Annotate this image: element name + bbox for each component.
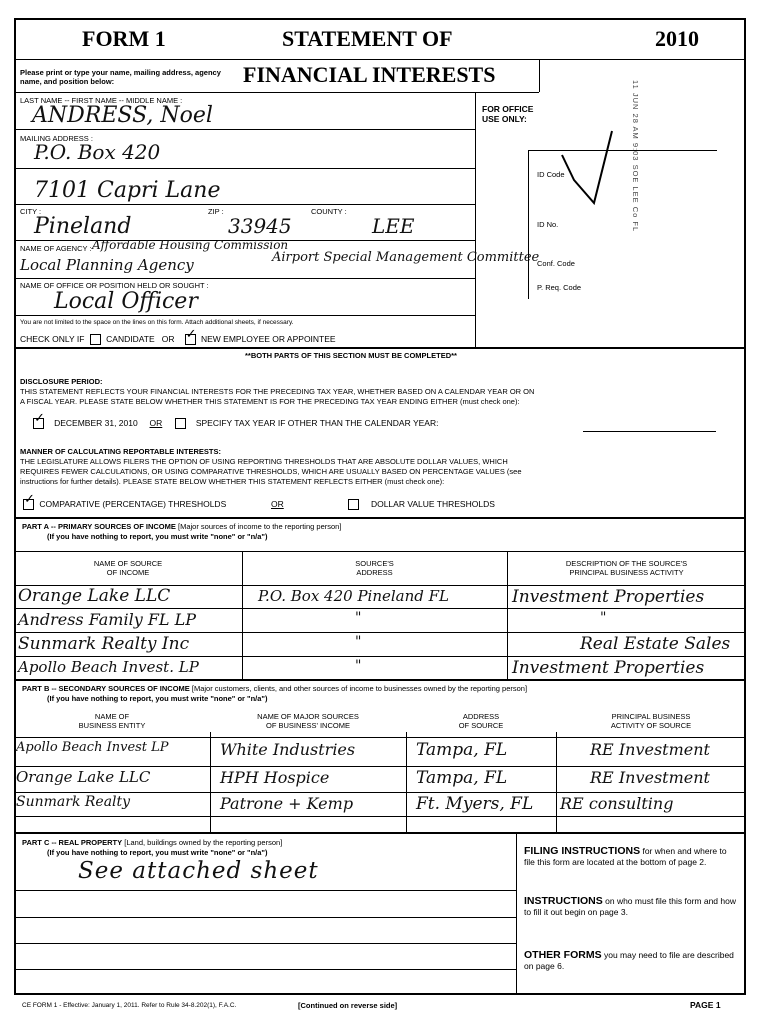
instructions-text: on who must file this form and how to fill it out begin on page 3.: [524, 896, 736, 917]
other-forms-title: OTHER FORMS: [524, 949, 602, 961]
part-a-row-3-description[interactable]: Real Estate Sales: [580, 634, 731, 654]
part-c-note: [Land, buildings owned by the reporting person]: [124, 838, 283, 847]
agency-line-3[interactable]: Airport Special Management Committee: [272, 250, 540, 265]
part-b-row-1-activity[interactable]: RE Investment: [590, 740, 710, 759]
part-c-entry[interactable]: See attached sheet: [78, 858, 319, 884]
zip-value[interactable]: 33945: [228, 214, 292, 238]
footer-continued: [Continued on reverse side]: [298, 1001, 398, 1010]
part-a-note: [Major sources of income to the reporting person]: [178, 522, 342, 531]
office-use-label: FOR OFFICE USE ONLY:: [482, 104, 534, 124]
dollar-checkbox[interactable]: [348, 499, 359, 510]
part-a-title-row: [22, 522, 341, 531]
other-forms-note: [524, 950, 739, 972]
specify-label: SPECIFY TAX YEAR IF OTHER THAN THE CALENDAR YEAR:: [195, 418, 439, 428]
part-a-row-3-address[interactable]: ": [355, 634, 362, 650]
part-a-row-1-description[interactable]: Investment Properties: [512, 587, 705, 607]
statement-title: STATEMENT OF: [282, 26, 453, 51]
part-a-col-address: SOURCE'S ADDRESS: [355, 559, 394, 577]
part-b-title: PART B -- SECONDARY SOURCES OF INCOME: [22, 684, 190, 693]
footer-page: PAGE 1: [690, 1000, 721, 1010]
manner-title: MANNER OF CALCULATING REPORTABLE INTERESTS:: [20, 447, 221, 456]
city-value[interactable]: Pineland: [34, 214, 132, 239]
part-c-title: PART C -- REAL PROPERTY: [22, 838, 123, 847]
manner-or: OR: [271, 499, 284, 509]
part-b-row-1-source[interactable]: White Industries: [220, 740, 356, 759]
part-c-nothing: (If you have nothing to report, you must write "none" or "n/a"): [47, 848, 268, 857]
manner-text-1: THE LEGISLATURE ALLOWS FILERS THE OPTION OF USING REPORTING THRESHOLDS THAT ARE ABSOLUTE DOLLAR VALUES, WHICH: [20, 457, 508, 466]
id-no-label: ID No.: [537, 220, 559, 229]
part-a-row-2-address[interactable]: ": [355, 610, 362, 626]
filing-title: FILING INSTRUCTIONS: [524, 845, 641, 857]
dec31-label: DECEMBER 31, 2010: [54, 418, 138, 428]
part-b-row-3-address[interactable]: Ft. Myers, FL: [416, 794, 534, 814]
part-a-col-description: DESCRIPTION OF THE SOURCE'S PRINCIPAL BUSINESS ACTIVITY: [565, 559, 688, 577]
both-parts-note: **BOTH PARTS OF THIS SECTION MUST BE COMPLETED**: [245, 351, 457, 360]
conf-code-label: Conf. Code: [537, 259, 575, 268]
manner-text-2: REQUIRES FEWER CALCULATIONS, OR USING COMPARATIVE THRESHOLDS, WHICH ARE USUALLY BASED ON PERCENTAGE VALUES (see: [20, 467, 522, 476]
part-b-row-3-activity[interactable]: RE consulting: [560, 794, 674, 813]
part-b-col-activity: PRINCIPAL BUSINESS ACTIVITY OF SOURCE: [610, 712, 692, 730]
check-only-row: [20, 326, 336, 345]
received-stamp: 11 JUN 28 AM 9:03 SOE LEE Co FL: [631, 80, 640, 233]
part-a-nothing: (If you have nothing to report, you must write "none" or "n/a"): [47, 532, 268, 541]
comparative-label: COMPARATIVE (PERCENTAGE) THRESHOLDS: [39, 499, 227, 509]
part-b-col-sources: NAME OF MAJOR SOURCES OF BUSINESS' INCOME: [257, 712, 359, 730]
form-year: 2010: [655, 26, 699, 51]
part-b-row-2-activity[interactable]: RE Investment: [590, 768, 710, 787]
mailing-label: MAILING ADDRESS :: [20, 134, 93, 143]
period-text-1: THIS STATEMENT REFLECTS YOUR FINANCIAL INTERESTS FOR THE PRECEDING TAX YEAR, WHETHER BASED ON A CALENDAR YEAR OR ON: [20, 387, 535, 396]
p-req-code-label: P. Req. Code: [537, 283, 582, 292]
part-b-row-2-address[interactable]: Tampa, FL: [416, 768, 508, 788]
part-a-row-4-name[interactable]: Apollo Beach Invest. LP: [18, 658, 199, 676]
part-a-row-4-description[interactable]: Investment Properties: [512, 658, 705, 678]
zip-label: ZIP :: [208, 207, 224, 216]
part-b-title-row: [22, 684, 527, 693]
form-number: FORM 1: [82, 26, 166, 51]
period-text-2: A FISCAL YEAR. PLEASE STATE BELOW WHETHER THIS STATEMENT IS FOR THE PRECEDING TAX YEAR ENDING EITHER (must check one):: [20, 397, 520, 406]
part-b-note: [Major customers, clients, and other sources of income to businesses owned by the reporting person]: [191, 684, 528, 693]
city-label: CITY :: [20, 207, 42, 216]
office-label: NAME OF OFFICE OR POSITION HELD OR SOUGHT :: [20, 281, 209, 290]
print-instructions: Please print or type your name, mailing address, agency name, and position below:: [20, 68, 221, 86]
footer-effective: CE FORM 1 - Effective: January 1, 2011. Refer to Rule 34-8.202(1), F.A.C.: [22, 1002, 237, 1009]
part-a-row-2-name[interactable]: Andress Family FL LP: [18, 610, 197, 629]
name-label: LAST NAME -- FIRST NAME -- MIDDLE NAME :: [20, 96, 183, 105]
name-value[interactable]: ANDRESS, Noel: [32, 103, 213, 128]
county-value[interactable]: LEE: [372, 214, 415, 238]
office-value[interactable]: Local Officer: [54, 289, 198, 314]
dec31-checkbox[interactable]: ✓: [33, 418, 44, 429]
part-a-row-1-name[interactable]: Orange Lake LLC: [18, 586, 171, 606]
mailing-line-1[interactable]: P.O. Box 420: [34, 140, 161, 164]
part-b-row-1-entity[interactable]: Apollo Beach Invest LP: [16, 740, 169, 755]
candidate-label: CANDIDATE: [106, 334, 155, 344]
part-a-col-name: NAME OF SOURCE OF INCOME: [93, 559, 163, 577]
not-limited-note: You are not limited to the space on the lines on this form. Attach additional sheets, if necessary.: [20, 319, 294, 326]
instructions-title: INSTRUCTIONS: [524, 895, 603, 907]
check-only-label: CHECK ONLY IF: [20, 334, 85, 344]
part-b-row-1-address[interactable]: Tampa, FL: [416, 740, 508, 760]
specify-checkbox[interactable]: [175, 418, 186, 429]
mailing-line-2[interactable]: 7101 Capri Lane: [34, 178, 221, 203]
part-b-row-2-source[interactable]: HPH Hospice: [220, 768, 330, 787]
filing-text: for when and where to file this form are located at the bottom of page 2.: [524, 846, 727, 867]
period-or: OR: [149, 418, 163, 428]
comparative-checkbox[interactable]: ✓: [23, 499, 34, 510]
filing-instructions: [524, 846, 739, 868]
part-a-row-3-name[interactable]: Sunmark Realty Inc: [18, 634, 190, 654]
part-b-row-3-source[interactable]: Patrone + Kemp: [220, 794, 354, 813]
new-employee-checkbox[interactable]: ✓: [185, 334, 196, 345]
period-title: DISCLOSURE PERIOD:: [20, 377, 103, 386]
dollar-label: DOLLAR VALUE THRESHOLDS: [370, 499, 495, 509]
part-a-row-2-description[interactable]: ": [600, 610, 607, 626]
manner-text-3: instructions for further details). PLEASE STATE BELOW WHETHER THIS STATEMENT REFLECTS EITHER (must check one):: [20, 477, 445, 486]
id-code-label: ID Code: [537, 170, 565, 179]
part-b-col-address: ADDRESS OF SOURCE: [458, 712, 504, 730]
part-a-row-4-address[interactable]: ": [355, 658, 362, 674]
part-a-title: PART A -- PRIMARY SOURCES OF INCOME: [22, 522, 176, 531]
part-b-row-2-entity[interactable]: Orange Lake LLC: [16, 768, 151, 786]
new-employee-label: NEW EMPLOYEE OR APPOINTEE: [200, 334, 336, 344]
financial-interests-title: FINANCIAL INTERESTS: [243, 62, 496, 87]
manner-options: [20, 491, 495, 510]
agency-line-1[interactable]: Affordable Housing Commission: [92, 238, 289, 252]
county-label: COUNTY :: [311, 207, 347, 216]
how-to-instructions: [524, 896, 739, 918]
part-c-title-row: [22, 838, 282, 847]
part-b-nothing: (If you have nothing to report, you must write "none" or "n/a"): [47, 694, 268, 703]
check-or: OR: [161, 334, 175, 344]
part-b-row-3-entity[interactable]: Sunmark Realty: [16, 794, 131, 810]
period-options: [30, 410, 439, 429]
check-mark-signature: [560, 125, 620, 205]
candidate-checkbox[interactable]: [90, 334, 101, 345]
part-b-col-entity: NAME OF BUSINESS ENTITY: [78, 712, 146, 730]
other-forms-text: you may need to file are described on page 6.: [524, 950, 734, 971]
agency-line-2[interactable]: Local Planning Agency: [20, 256, 194, 274]
part-a-row-1-address[interactable]: P.O. Box 420 Pineland FL: [258, 587, 450, 605]
agency-label: NAME OF AGENCY :: [20, 244, 92, 253]
